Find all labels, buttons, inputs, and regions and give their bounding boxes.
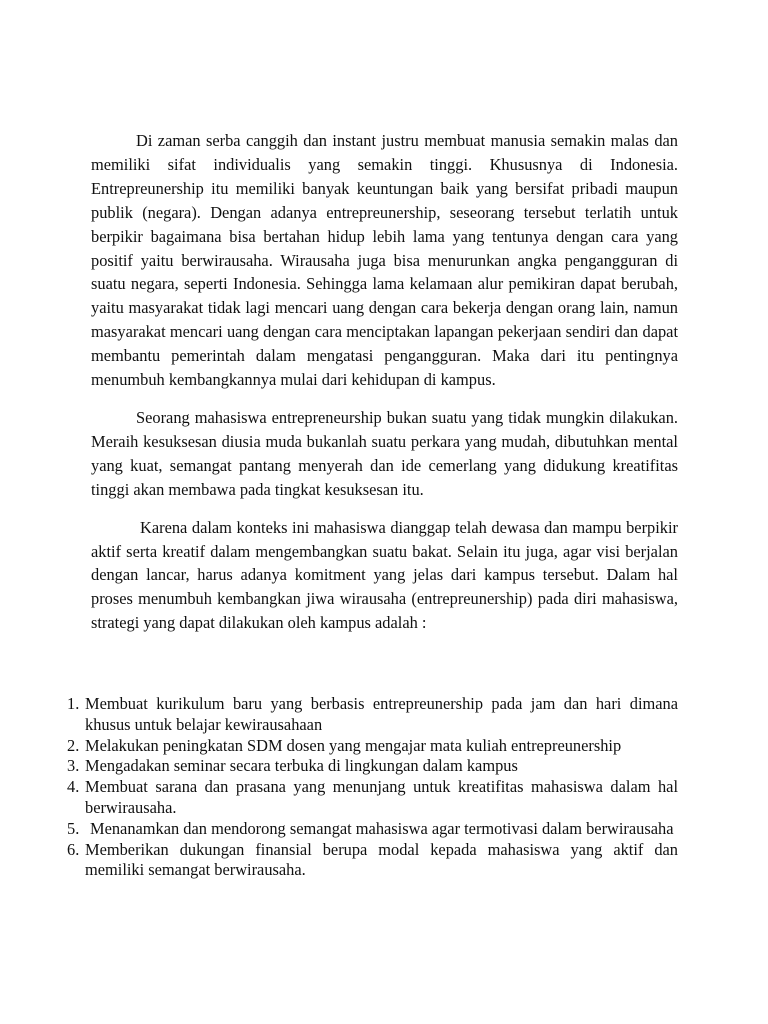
list-text: Membuat kurikulum baru yang berbasis entrepreunership pada jam dan hari dimana khusus untuk belajar kewirausahaan (85, 694, 678, 734)
paragraph-1: Di zaman serba canggih dan instant justru membuat manusia semakin malas dan memiliki sifat individualis yang semakin tinggi. Khususnya di Indonesia. Entrepreunership itu memiliki banyak keuntungan baik yang bersifat pribadi maupun publik (negara). Dengan adanya entrepreunership, seseorang tersebut terlatih untuk berpikir bagaimana bisa bertahan hidup lebih lama yang tentunya dengan cara yang positif yaitu berwirausaha. Wirausaha juga bisa menurunkan angka pengangguran di suatu negara, seperti Indonesia. Sehingga lama kelamaan alur pemikiran dapat berubah, yaitu masyarakat tidak lagi mencari uang dengan cara bekerja dengan orang lain, namun masyarakat mencari uang dengan cara menciptakan lapangan pekerjaan sendiri dan dapat membantu pemerintah dalam mengatasi pengangguran. Maka dari itu pentingnya menumbuh kembangkannya mulai dari kehidupan di kampus. (91, 131, 678, 390)
list-item (67, 777, 678, 819)
body-text (91, 129, 678, 647)
list-number: 3. (67, 756, 80, 776)
list-text: Melakukan peningkatan SDM dosen yang mengajar mata kuliah entrepreunership (85, 735, 622, 755)
list-item (67, 840, 678, 882)
list-text: Memberikan dukungan finansial berupa modal kepada mahasiswa yang aktif dan memiliki semangat berwirausaha. (85, 839, 678, 880)
list-number: 5. (67, 818, 80, 838)
list-number: 1. (67, 694, 80, 713)
paragraph-2: Seorang mahasiswa entrepreneurship bukan suatu yang tidak mungkin dilakukan. Meraih kesuksesan diusia muda bukanlah suatu perkara yang mudah, dibutuhkan mental yang kuat, semangat pantang menyerah dan ide cemerlang yang didukung kreatifitas tinggi akan membawa pada tingkat kesuksesan itu. (91, 407, 678, 499)
strategy-list (67, 694, 678, 881)
list-number: 6. (67, 839, 80, 859)
list-number: 2. (67, 735, 80, 755)
list-item (67, 694, 678, 736)
list-item (67, 736, 678, 757)
list-number: 4. (67, 777, 80, 797)
list-text: Membuat sarana dan prasana yang menunjang untuk kreatifitas mahasiswa dalam hal berwirausaha. (85, 777, 678, 817)
list-text: Menanamkan dan mendorong semangat mahasiswa agar termotivasi dalam berwirausaha (90, 818, 674, 838)
list-text: Mengadakan seminar secara terbuka di lingkungan dalam kampus (85, 756, 518, 776)
list-item (67, 819, 678, 840)
list-item (67, 756, 678, 777)
paragraph-3: Karena dalam konteks ini mahasiswa dianggap telah dewasa dan mampu berpikir aktif serta kreatif dalam mengembangkan suatu bakat. Selain itu juga, agar visi berjalan dengan lancar, harus adanya komitment yang jelas dari kampus tersebut. Dalam hal proses menumbuh kembangkan jiwa wirausaha (entrepreunership) pada diri mahasiswa, strategi yang dapat dilakukan oleh kampus adalah : (91, 517, 678, 633)
